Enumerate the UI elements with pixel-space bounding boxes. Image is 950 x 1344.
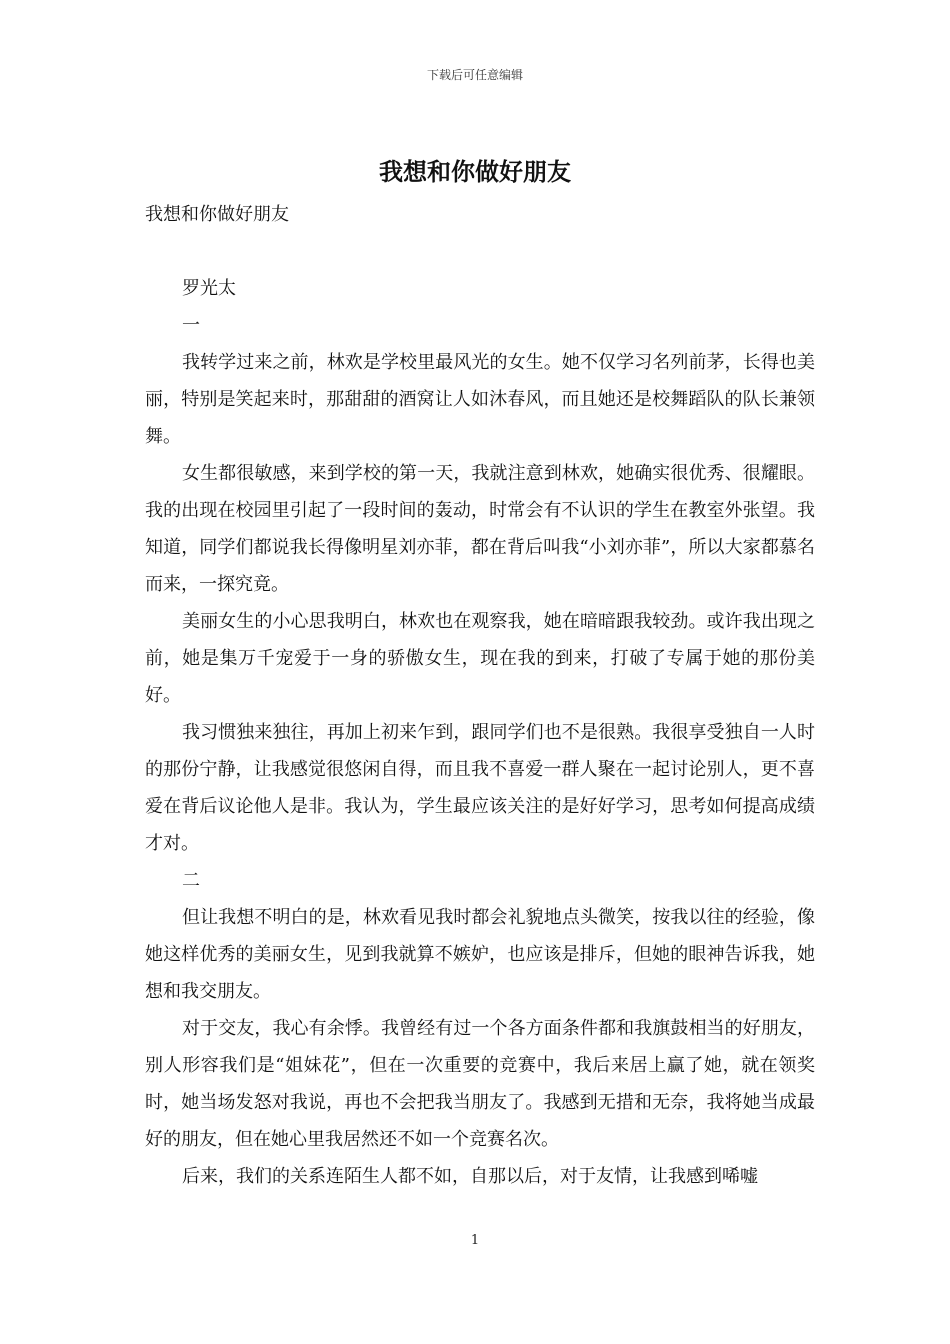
paragraph: 女生都很敏感，来到学校的第一天，我就注意到林欢，她确实很优秀、很耀眼。我的出现在校园里引起了一段时间的轰动，时常会有不认识的学生在教室外张望。我知道，同学们都说我长得像明星刘亦菲，都在背后叫我“小刘亦菲”，所以大家都慕名而来，一探究竟。: [145, 463, 815, 595]
paragraph: 我转学过来之前，林欢是学校里最风光的女生。她不仅学习名列前茅，长得也美丽，特别是笑起来时，那甜甜的酒窝让人如沐春风，而且她还是校舞蹈队的队长兼领舞。: [145, 352, 815, 447]
page-number: 1: [470, 1233, 480, 1248]
paragraph: 美丽女生的小心思我明白，林欢也在观察我，她在暗暗跟我较劲。或许我出现之前，她是集万千宠爱于一身的骄傲女生，现在我的到来，打破了专属于她的那份美好。: [145, 611, 815, 706]
document-subtitle: 我想和你做好朋友: [145, 204, 289, 225]
paragraph: 后来，我们的关系连陌生人都不如，自那以后，对于友情，让我感到唏嘘: [182, 1166, 758, 1187]
document-body: [145, 196, 815, 1195]
paragraph: 但让我想不明白的是，林欢看见我时都会礼貌地点头微笑，按我以往的经验，像她这样优秀的美丽女生，见到我就算不嫉妒，也应该是排斥，但她的眼神告诉我，她想和我交朋友。: [145, 907, 815, 1002]
paragraph: 我习惯独来独往，再加上初来乍到，跟同学们也不是很熟。我很享受独自一人时的那份宁静，让我感觉很悠闲自得，而且我不喜爱一群人聚在一起讨论别人，更不喜爱在背后议论他人是非。我认为，学生最应该关注的是好好学习，思考如何提高成绩才对。: [145, 722, 815, 854]
section-heading-one: 一: [182, 315, 200, 336]
blank-line: [145, 233, 815, 270]
section-heading-two: 二: [182, 870, 200, 891]
author-name: 罗光太: [182, 278, 236, 299]
document-title: 我想和你做好朋友: [379, 157, 571, 186]
paragraph: 对于交友，我心有余悸。我曾经有过一个各方面条件都和我旗鼓相当的好朋友，别人形容我们是“姐妹花”，但在一次重要的竞赛中，我后来居上赢了她，就在领奖时，她当场发怒对我说，再也不会把我当朋友了。我感到无措和无奈，我将她当成最好的朋友，但在她心里我居然还不如一个竞赛名次。: [145, 1018, 815, 1150]
page-header-note: 下载后可任意编辑: [426, 68, 523, 82]
